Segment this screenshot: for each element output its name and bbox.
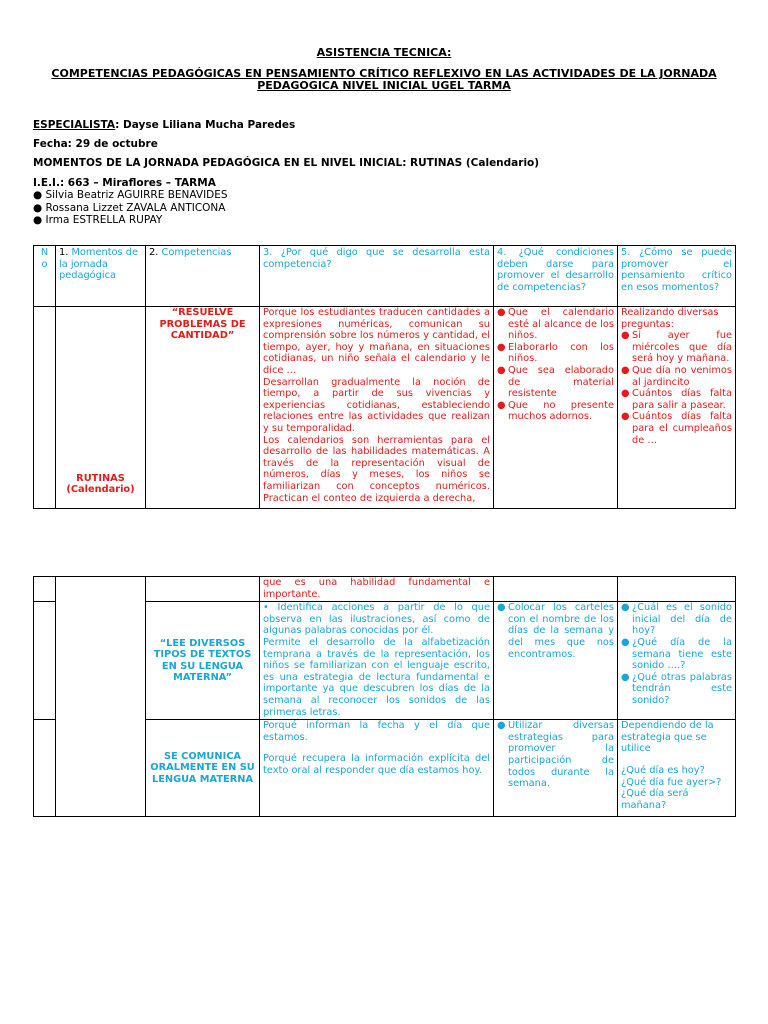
participant: ● Irma ESTRELLA RUPAY [33, 214, 163, 226]
bullet-icon: ● [33, 202, 43, 214]
bullet-icon: ● [621, 411, 630, 423]
competencies-table-continued [33, 576, 736, 817]
critical-lee [618, 602, 736, 720]
list-item: ● Cuántos días falta para el cumpleaños de … [621, 411, 732, 446]
why-continuation: que es una habilidad fundamental e importante. [260, 577, 494, 602]
table-row [34, 577, 736, 602]
conditions-comunica [494, 720, 618, 817]
bullet-icon: ● [621, 330, 630, 342]
participant: ● Silvia Beatriz AGUIRRE BENAVIDES [33, 189, 228, 201]
list-item: ● ¿Qué otras palabras tendrán este sonido? [621, 671, 732, 706]
fecha-line: Fecha: 29 de octubre [33, 138, 158, 150]
list-item: ● Que sea elaborado de material resistente [497, 364, 614, 400]
table-header-row [34, 246, 736, 307]
bullet-icon: ● [621, 388, 630, 400]
why-comunica: Porqué informan la fecha y el día que estamos. Porqué recupera la información explícita del texto oral al responder que día estamos hoy. [260, 720, 494, 817]
list-item: ● Que día no venimos al jardincito [621, 364, 732, 388]
list-item: ● Cuántos días falta para salir a pasear. [621, 388, 732, 411]
table-row [34, 307, 736, 509]
moment-merged [56, 577, 146, 817]
conditions-lee [494, 602, 618, 720]
list-item: ● ¿Qué día de la semana tiene este sonido ….? [621, 636, 732, 672]
competency-cantidad: “RESUELVE PROBLEMAS DE CANTIDAD” [146, 307, 260, 509]
moment-rutinas: RUTINAS (Calendario) [56, 307, 146, 509]
competency-lee: “LEE DIVERSOS TIPOS DE TEXTOS EN SU LENGUA MATERNA” [146, 602, 260, 720]
bullet-icon: ● [621, 364, 630, 376]
bullet-icon: ● [497, 341, 506, 353]
especialista-line [33, 119, 295, 131]
competencies-table [33, 245, 736, 509]
bullet-icon: ● [497, 602, 506, 614]
conditions-cantidad [494, 307, 618, 509]
why-cantidad: Porque los estudiantes traducen cantidades a expresiones numéricas, comunican su comprensión sobre los números y cantidad, el tiempo, ayer, hoy y mañana, en situaciones cotidianas, un niño señala el calendario y le dice … Desarrollan gradualmente la noción de tiempo, a partir de sus vivencias y experiencias cotidianas, estableciendo relaciones entre las actividades que realizan y su temporalidad. Los calendarios son herramientas para el desarrollo de las habilidades matemáticas. A través de la representación visual de números, días y meses, los niños se familiarizan con conceptos numéricos. Practican el conteo de izquierda a derecha, [260, 307, 494, 509]
bullet-icon: ● [33, 214, 43, 226]
header-competencies: 2. Competencias [146, 246, 260, 307]
bullet-icon: ● [497, 364, 506, 376]
momentos-line: MOMENTOS DE LA JORNADA PEDAGÓGICA EN EL NIVEL INICIAL: RUTINAS (Calendario) [33, 157, 540, 169]
especialista-name: : Dayse Liliana Mucha Paredes [115, 119, 296, 131]
document-subtitle-line1: COMPETENCIAS PEDAGÓGICAS EN PENSAMIENTO CRÍTICO REFLEXIVO EN LAS ACTIVIDADES DE LA JORNADA [51, 67, 717, 80]
header-why: 3. ¿Por qué digo que se desarrolla esta competencia? [260, 246, 494, 307]
why-lee: • Identifica acciones a partir de lo que observa en las ilustraciones, así como de algunas palabras conocidas por él. Permite el desarrollo de la alfabetización temprana a través de la representación, los niños se familiarizan con el lenguaje escrito, es una estrategia de lectura fundamental e importante ya que descubren los días de la semana al reconocer los sonidos de las primeras letras. [260, 602, 494, 720]
bullet-icon: ● [621, 602, 630, 614]
header-critical: 5. ¿Cómo se puede promover el pensamiento crítico en esos momentos? [618, 246, 736, 307]
list-item: ● Colocar los carteles con el nombre de los días de la semana y del mes que nos encontramos. [497, 602, 614, 660]
bullet-icon: ● [497, 307, 506, 318]
iei-line: I.E.I.: 663 – Miraflores – TARMA [33, 177, 216, 189]
bullet-icon: ● [33, 189, 43, 201]
list-item: ● Utilizar diversas estrategias para promover la participación de todos durante la semana. [497, 720, 614, 790]
list-item: ● Que no presente muchos adornos. [497, 399, 614, 423]
header-no: N o [34, 246, 56, 307]
bullet-icon: • [263, 602, 269, 614]
document-title: ASISTENCIA TECNICA: [316, 46, 452, 59]
bullet-icon: ● [621, 671, 630, 683]
bullet-icon: ● [497, 720, 506, 732]
list-item: ● Elaborarlo con los niños. [497, 341, 614, 365]
participant: ● Rossana Lizzet ZAVALA ANTICONA [33, 202, 226, 214]
row-no [34, 307, 56, 509]
critical-cantidad: Realizando diversas preguntas: ● Si ayer fue miércoles que día será hoy y mañana. ● Que día no venimos al jardincito ● Cuántos días falta para salir a pasear. ● Cuántos días falta para el cumpleaños de … [618, 307, 736, 509]
bullet-icon: ● [621, 636, 630, 648]
list-item: ● Si ayer fue miércoles que día será hoy y mañana. [621, 330, 732, 365]
document-subtitle-line2: PEDAGOGICA NIVEL INICIAL UGEL TARMA [257, 79, 511, 92]
list-item: ● ¿Cuál es el sonido inicial del día de hoy? [621, 602, 732, 637]
competency-comunica: SE COMUNICA ORALMENTE EN SU LENGUA MATERNA [146, 720, 260, 817]
especialista-label: ESPECIALISTA [33, 119, 116, 131]
critical-comunica: Dependiendo de la estrategia que se utilice ¿Qué día es hoy? ¿Qué día fue ayer>? ¿Qué día será mañana? [618, 720, 736, 817]
header-conditions: 4. ¿Qué condiciones deben darse para promover el desarrollo de competencias? [494, 246, 618, 307]
bullet-icon: ● [497, 399, 506, 411]
list-item: ● Que el calendario esté al alcance de los niños. [497, 307, 614, 342]
header-moments: 1. Momentos de la jornada pedagógica [56, 246, 146, 307]
